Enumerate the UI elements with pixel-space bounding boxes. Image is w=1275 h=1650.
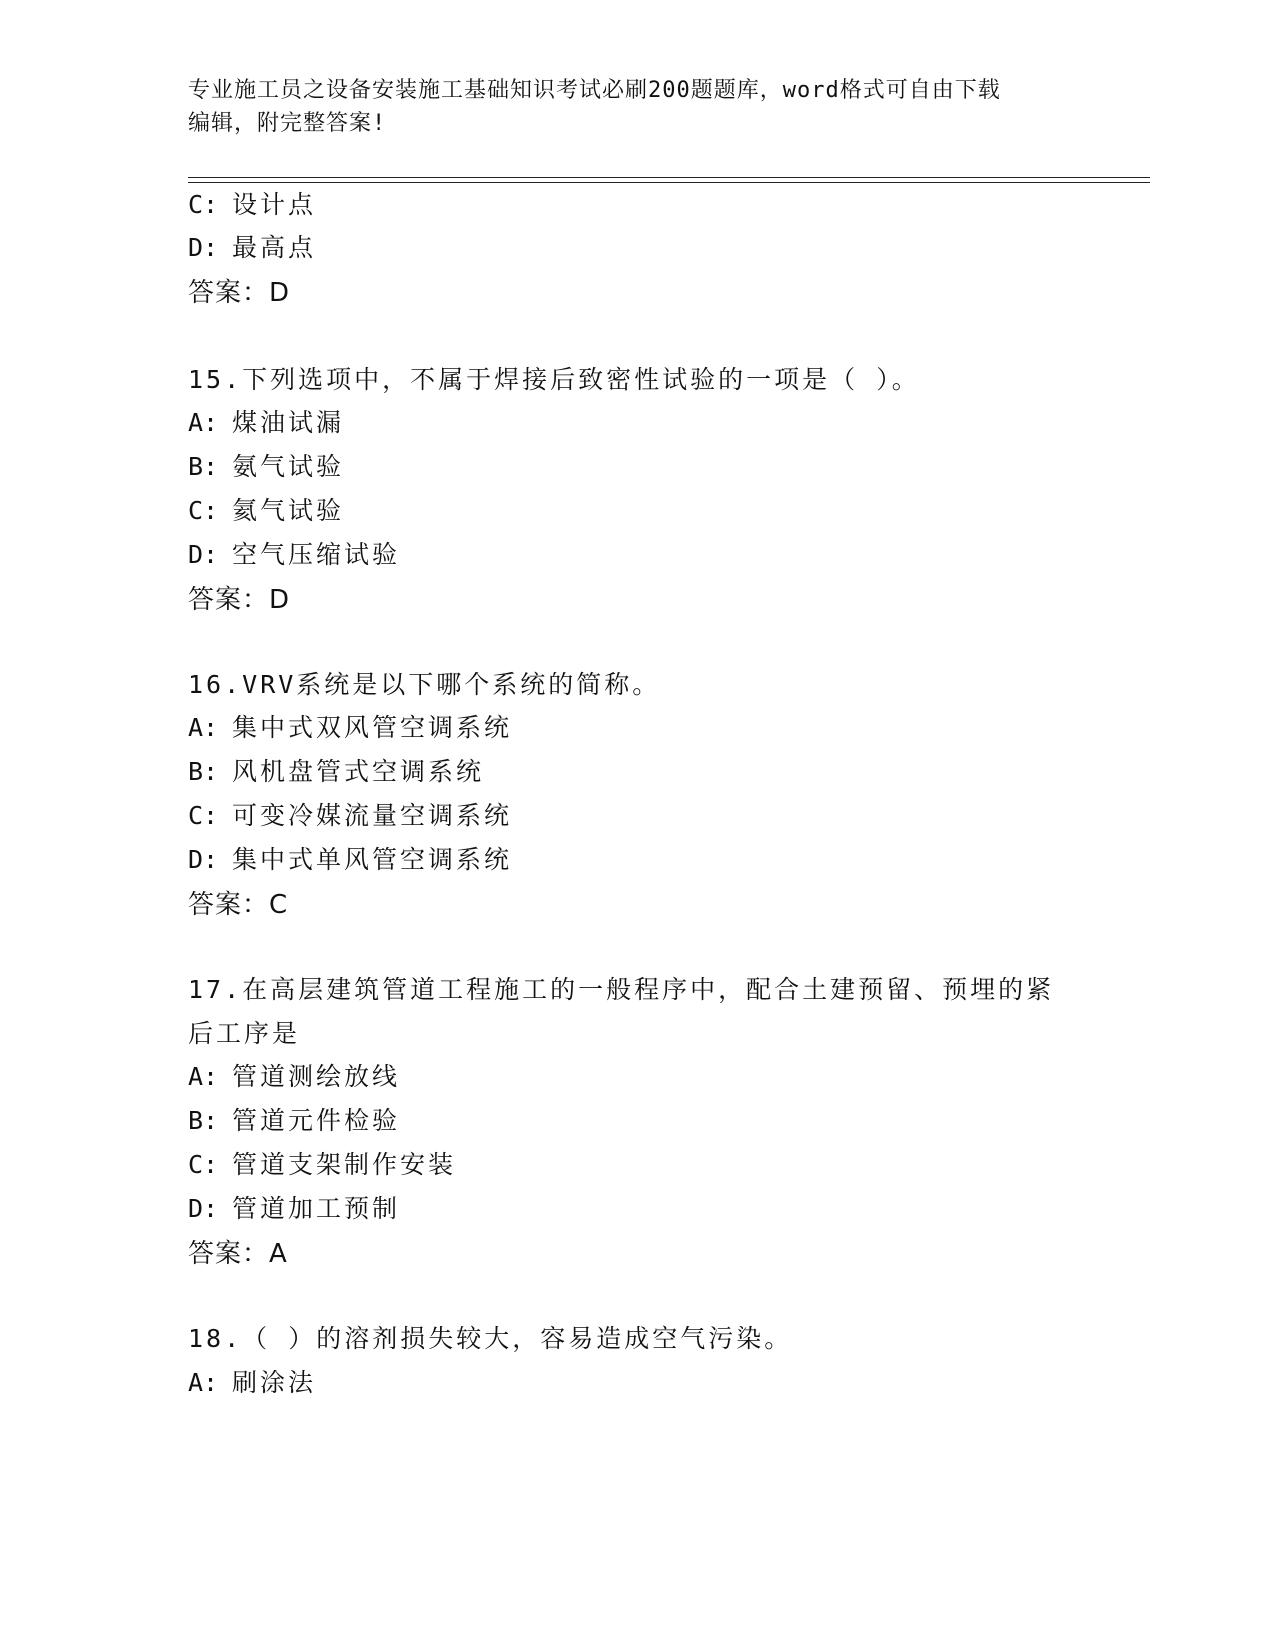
option-a: A: 煤油试漏 <box>188 408 345 437</box>
question-stem: 15.下列选项中，不属于焊接后致密性试验的一项是（ ）。 <box>188 365 920 394</box>
answer-text: 答案：C <box>188 890 289 920</box>
option-c: C: 可变冷媒流量空调系统 <box>188 801 513 830</box>
option-b: B: 风机盘管式空调系统 <box>188 757 485 786</box>
option-d: D: 空气压缩试验 <box>188 540 401 569</box>
document-header <box>188 74 1088 140</box>
answer-text: 答案：D <box>188 278 291 308</box>
option-a: A: 刷涂法 <box>188 1368 317 1397</box>
option-a: A: 集中式双风管空调系统 <box>188 713 513 742</box>
question-stem-continuation: 后工序是 <box>188 1019 301 1048</box>
option-c: C: 氦气试验 <box>188 496 345 525</box>
option-b: B: 管道元件检验 <box>188 1106 401 1135</box>
header-divider-bottom <box>188 182 1150 183</box>
option-b: B: 氨气试验 <box>188 452 345 481</box>
option-d: D: 最高点 <box>188 233 317 262</box>
option-c: C: 设计点 <box>188 190 317 219</box>
option-d: D: 集中式单风管空调系统 <box>188 845 513 874</box>
answer-text: 答案：D <box>188 585 291 615</box>
question-stem: 18.（ ）的溶剂损失较大，容易造成空气污染。 <box>188 1324 793 1353</box>
option-d: D: 管道加工预制 <box>188 1194 401 1223</box>
option-c: C: 管道支架制作安装 <box>188 1150 457 1179</box>
question-stem: 16.VRV系统是以下哪个系统的简称。 <box>188 670 661 699</box>
question-stem: 17.在高层建筑管道工程施工的一般程序中，配合土建预留、预埋的紧 <box>188 975 1055 1004</box>
header-title-line-2: 编辑，附完整答案! <box>188 111 387 136</box>
answer-text: 答案：A <box>188 1239 288 1269</box>
option-a: A: 管道测绘放线 <box>188 1062 401 1091</box>
header-title-line-1: 专业施工员之设备安装施工基础知识考试必刷200题题库，word格式可自由下载 <box>188 78 1001 103</box>
header-divider-top <box>188 177 1150 178</box>
